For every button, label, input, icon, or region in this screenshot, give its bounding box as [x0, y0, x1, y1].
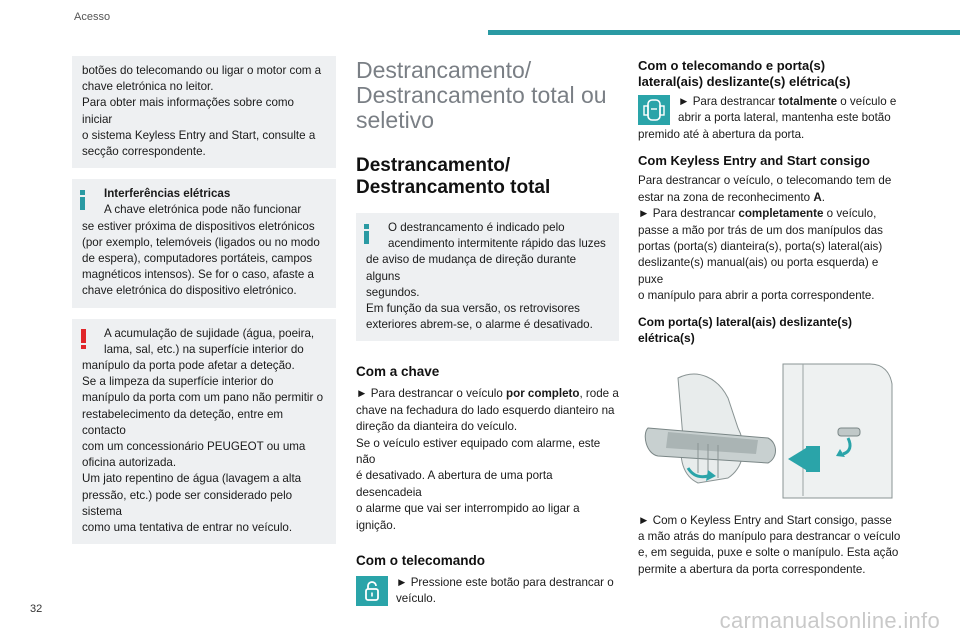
text-line: Para obter mais informações sobre como iniciar [82, 96, 294, 126]
info-box-unlocking [356, 213, 619, 341]
text-line: ► Pressione este botão para destrancar o [396, 576, 614, 590]
title-line: Destrancamento/ [356, 57, 532, 83]
text-line: oficina autorizada. [82, 456, 177, 470]
text-line: acendimento intermitente rápido das luzes [388, 237, 606, 251]
text-line: segundos. [366, 285, 420, 299]
column-3 [638, 56, 902, 578]
text-line: a mão atrás do manípulo para destrancar o veículo [638, 530, 901, 544]
text-line: A chave eletrónica pode não funcionar [104, 203, 302, 217]
text-span: o veículo e [837, 95, 897, 108]
text-line: o manípulo para abrir a porta correspondente. [638, 289, 875, 303]
text-line: Se o veículo estiver equipado com alarme, este não [356, 436, 601, 467]
text-line: chave na fechadura do lado esquerdo dianteiro na [356, 403, 615, 417]
title-line: Destrancamento total ou [356, 82, 607, 108]
text-line: de espera), computadores portáteis, campos [82, 252, 313, 266]
warning-box-dirt [72, 319, 336, 545]
text-span: ► Para destrancar [678, 95, 779, 108]
text-line: Para destrancar o veículo, o telecomando tem de [638, 174, 892, 188]
text-line: restabelecimento da deteção, entre em contacto [82, 407, 284, 437]
continuation-box [72, 56, 336, 168]
sliding-door-icon [638, 95, 670, 125]
info-box-title: Interferências elétricas [104, 187, 231, 201]
heading-line: Destrancamento total [356, 177, 551, 198]
text-line: Um jato repentino de água (lavagem a alta [82, 472, 302, 486]
text-line: botões do telecomando ou ligar o motor com a [82, 64, 322, 77]
text-line: veículo. [396, 592, 436, 606]
bold-span: totalmente [778, 95, 838, 108]
text-line: pressão, etc.) pode ser considerado pelo sistema [82, 488, 293, 518]
text-span: ► Para destrancar [638, 207, 739, 221]
heading-telecomando-portas [638, 58, 902, 90]
info-icon [364, 224, 369, 244]
text-line [638, 206, 902, 222]
sliding-door-row [638, 94, 902, 143]
text-line: o sistema Keyless Entry and Start, consulte a [82, 128, 316, 142]
info-box-interference [72, 179, 336, 307]
text-line: magnéticos intensos). Se for o caso, afaste a [82, 268, 314, 282]
text-line: como uma tentativa de entrar no veículo. [82, 521, 293, 535]
text-line: de aviso de mudança de direção durante alguns [366, 253, 577, 283]
text-line: chave eletrónica no leitor. [82, 80, 214, 94]
text-line: se estiver próxima de dispositivos eletrónicos [82, 219, 315, 233]
text-line: secção correspondente. [82, 145, 206, 159]
text-line: permite a abertura da porta correspondente. [638, 562, 866, 576]
text-line: ► Com o Keyless Entry and Start consigo, passe [638, 513, 892, 527]
text-line: Se a limpeza da superfície interior do [82, 375, 274, 389]
unlock-icon [356, 576, 388, 606]
section-heading [356, 155, 619, 199]
text-line: abrir a porta lateral, mantenha este botão [678, 111, 891, 125]
heading-com-a-chave: Com a chave [356, 364, 440, 380]
text-line: chave eletrónica do dispositivo eletrónico. [82, 284, 297, 298]
text-line: (por exemplo, telemóveis (ligados ou no modo [82, 235, 320, 249]
warning-icon [81, 329, 86, 349]
text-line: portas (porta(s) dianteira(s), porta(s) lateral(ais) [638, 240, 883, 254]
page-title [356, 58, 619, 133]
door-handle-illustration [638, 358, 902, 503]
section-title: Acesso [74, 11, 111, 23]
column-2 [356, 56, 619, 608]
text-line: é desativado. A abertura de uma porta desencadeia [356, 469, 553, 499]
info-icon [80, 190, 85, 210]
bold-span: por completo [506, 387, 580, 401]
text-line: exteriores abrem-se, o alarme é desativado. [366, 318, 593, 332]
heading-line: Destrancamento/ [356, 155, 511, 176]
heading-line: Com o telecomando e porta(s) [638, 58, 826, 73]
text-line: o alarme que vai ser interrompido ao ligar a ignição. [356, 502, 580, 532]
text-line: O destrancamento é indicado pelo [388, 221, 565, 234]
text-line: Em função da sua versão, os retrovisores [366, 302, 580, 316]
heading-line: lateral(ais) deslizante(s) elétrica(s) [638, 74, 851, 89]
text-line [638, 190, 902, 206]
text-span: o veículo, [823, 207, 877, 221]
watermark: carmanualsonline.info [719, 608, 940, 633]
text-line: deslizante(s) manual(ais) ou porta esquerda) e puxe [638, 256, 879, 286]
text-line: manípulo da porta com um pano não permitir o [82, 391, 324, 405]
text-line: premido até à abertura da porta. [638, 128, 805, 141]
text-line: e, em seguida, puxe e solte o manípulo. Esta ação [638, 546, 899, 560]
heading-portas-eletricas [638, 314, 902, 346]
column-1 [72, 56, 336, 555]
text-line: direção da dianteira do veículo. [356, 420, 518, 434]
text-span: , rode a [579, 387, 619, 401]
heading-line: Com porta(s) lateral(ais) deslizante(s) [638, 314, 853, 329]
text-line: passe a mão por trás de um dos manípulos das [638, 223, 883, 237]
text-line: lama, sal, etc.) na superfície interior do [104, 342, 304, 356]
text-span: . [821, 190, 825, 204]
title-line: seletivo [356, 107, 434, 133]
page-number: 32 [30, 603, 43, 615]
bold-span: A [813, 190, 822, 204]
text-line: com um concessionário PEUGEOT ou uma [82, 440, 306, 454]
header-accent-bar [488, 30, 960, 35]
text-line: manípulo da porta pode afetar a deteção. [82, 359, 295, 373]
heading-com-o-telecomando: Com o telecomando [356, 553, 486, 569]
text-line [638, 94, 902, 110]
bold-span: completamente [738, 207, 824, 221]
text-line: A acumulação de sujidade (água, poeira, [104, 326, 315, 340]
heading-keyless: Com Keyless Entry and Start consigo [638, 153, 870, 169]
text-line [356, 386, 619, 402]
heading-line: elétrica(s) [638, 330, 695, 345]
text-span: estar na zona de reconhecimento [638, 190, 814, 204]
telecomando-row [356, 575, 619, 608]
text-span: ► Para destrancar o veículo [356, 387, 507, 401]
